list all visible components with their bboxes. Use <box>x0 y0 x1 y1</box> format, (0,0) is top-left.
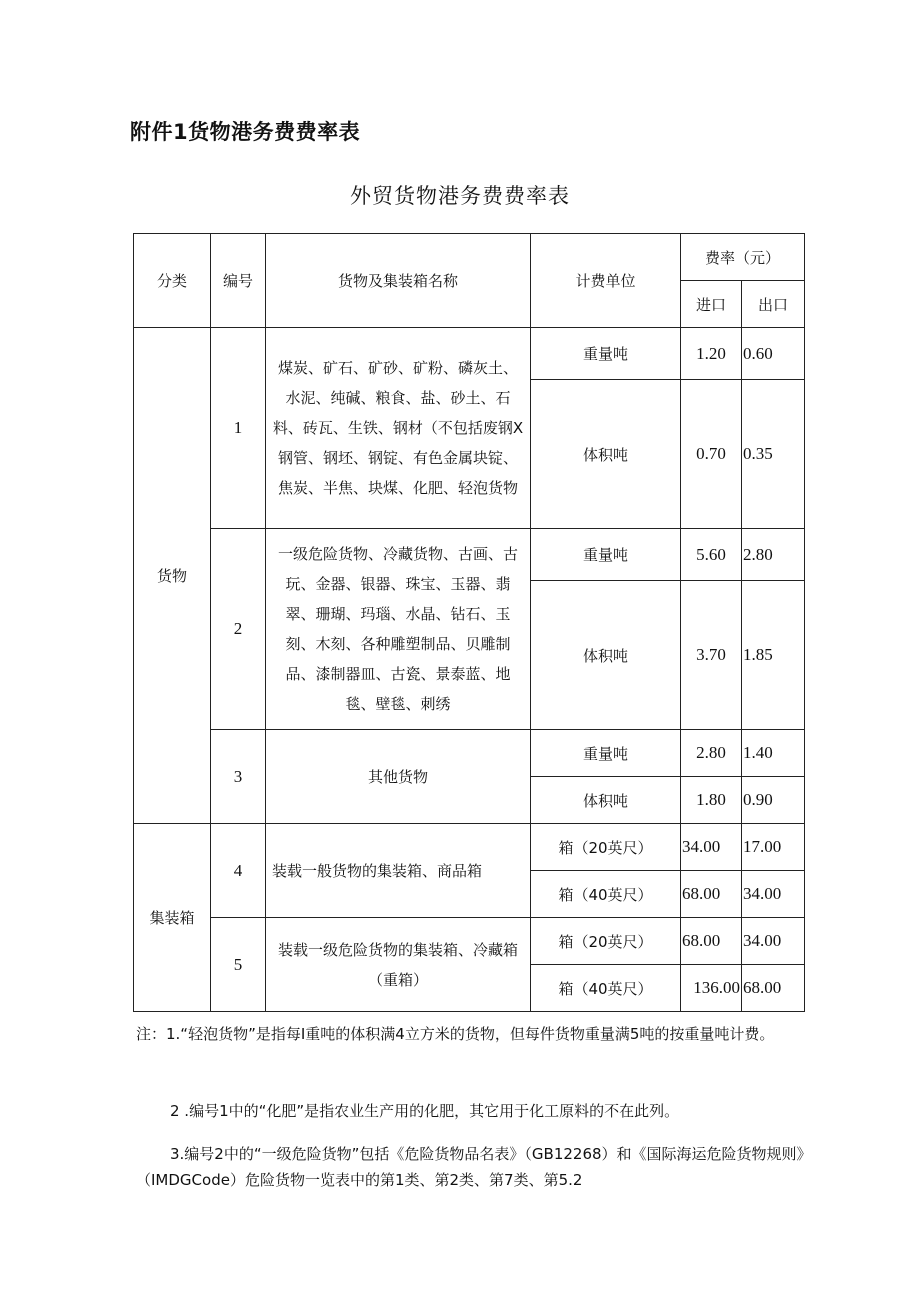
billing-unit: 体积吨 <box>531 581 681 730</box>
export-rate: 68.00 <box>742 965 805 1012</box>
header-category: 分类 <box>134 234 211 328</box>
header-rate: 费率（元） <box>681 234 805 281</box>
export-rate: 2.80 <box>742 529 805 581</box>
import-rate: 2.80 <box>681 730 742 777</box>
table-title: 外贸货物港务费费率表 <box>350 184 570 208</box>
billing-unit: 箱（40英尺） <box>531 871 681 918</box>
import-rate: 0.70 <box>681 380 742 529</box>
header-import: 进口 <box>681 281 742 328</box>
billing-unit: 箱（20英尺） <box>531 918 681 965</box>
export-rate: 0.60 <box>742 328 805 380</box>
billing-unit: 体积吨 <box>531 380 681 529</box>
table-row <box>134 824 805 871</box>
table-row <box>134 730 805 777</box>
group-number: 5 <box>211 918 266 1012</box>
note-1: 注：1.“轻泡货物”是指每I重吨的体积满4立方米的货物，但每件货物重量满5吨的按重量吨计费。 <box>136 1025 775 1043</box>
import-rate: 68.00 <box>681 871 742 918</box>
import-rate: 68.00 <box>681 918 742 965</box>
category-cargo: 货物 <box>134 328 211 824</box>
export-rate: 1.40 <box>742 730 805 777</box>
table-row <box>134 918 805 965</box>
header-number: 编号 <box>211 234 266 328</box>
import-rate: 3.70 <box>681 581 742 730</box>
billing-unit: 箱（20英尺） <box>531 824 681 871</box>
group-number: 4 <box>211 824 266 918</box>
table-row <box>134 529 805 581</box>
rate-table <box>133 233 805 1012</box>
import-rate: 136.00 <box>681 965 742 1012</box>
import-rate: 5.60 <box>681 529 742 581</box>
note-3 <box>136 1141 806 1193</box>
import-rate: 1.20 <box>681 328 742 380</box>
category-container: 集装箱 <box>134 824 211 1012</box>
export-rate: 0.35 <box>742 380 805 529</box>
attachment-heading: 附件1货物港务费费率表 <box>130 120 361 144</box>
group-number: 2 <box>211 529 266 730</box>
header-unit: 计费单位 <box>531 234 681 328</box>
billing-unit: 重量吨 <box>531 730 681 777</box>
goods-name: 一级危险货物、冷藏货物、古画、古玩、金器、银器、珠宝、玉器、翡翠、珊瑚、玛瑙、水晶、钻石、玉刻、木刻、各种雕塑制品、贝雕制品、漆制器皿、古瓷、景泰蓝、地毯、壁毯、刺绣 <box>266 529 531 730</box>
export-rate: 34.00 <box>742 871 805 918</box>
table-header-row <box>134 234 805 281</box>
group-number: 3 <box>211 730 266 824</box>
goods-name: 装载一般货物的集装箱、商品箱 <box>266 824 531 918</box>
import-rate: 1.80 <box>681 777 742 824</box>
export-rate: 34.00 <box>742 918 805 965</box>
header-name: 货物及集装箱名称 <box>266 234 531 328</box>
header-export: 出口 <box>742 281 805 328</box>
note-2: 2 .编号1中的“化肥”是指农业生产用的化肥，其它用于化工原料的不在此列。 <box>170 1102 680 1120</box>
table-row <box>134 328 805 380</box>
group-number: 1 <box>211 328 266 529</box>
goods-name: 其他货物 <box>266 730 531 824</box>
export-rate: 0.90 <box>742 777 805 824</box>
import-rate: 34.00 <box>681 824 742 871</box>
export-rate: 17.00 <box>742 824 805 871</box>
goods-name: 装载一级危险货物的集装箱、冷藏箱（重箱） <box>266 918 531 1012</box>
billing-unit: 重量吨 <box>531 328 681 380</box>
billing-unit: 重量吨 <box>531 529 681 581</box>
export-rate: 1.85 <box>742 581 805 730</box>
goods-name: 煤炭、矿石、矿砂、矿粉、磷灰土、水泥、纯碱、粮食、盐、砂土、石料、砖瓦、生铁、钢材（不包括废钢X钢管、钢坯、钢锭、有色金属块锭、焦炭、半焦、块煤、化肥、轻泡货物 <box>266 328 531 529</box>
note-3-text: 3.编号2中的“一级危险货物”包括《危险货物品名表》（GB12268）和《国际海运危险货物规则》（IMDGCode）危险货物一览表中的第1类、第2类、第7类、第5.2 <box>136 1145 805 1189</box>
billing-unit: 箱（40英尺） <box>531 965 681 1012</box>
billing-unit: 体积吨 <box>531 777 681 824</box>
